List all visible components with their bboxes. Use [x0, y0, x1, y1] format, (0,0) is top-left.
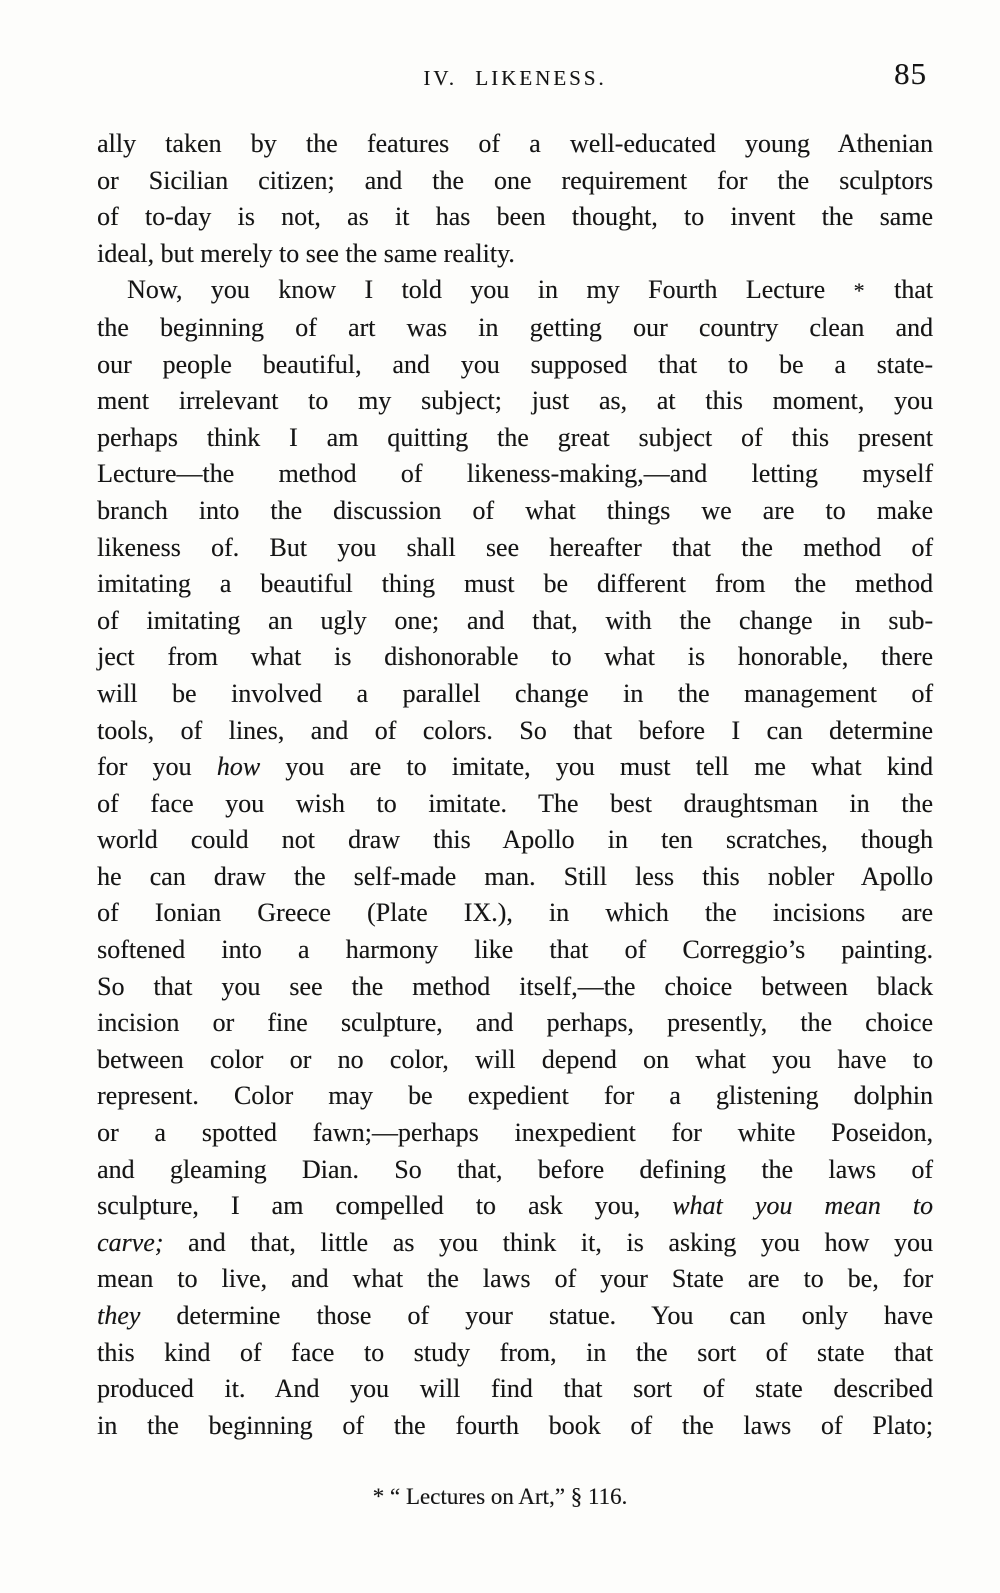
text-line — [97, 1371, 933, 1408]
text-segment: of imitating an ugly one; and that, with the change in sub- — [97, 605, 933, 635]
text-line — [97, 676, 933, 713]
text-segment: incision or fine sculpture, and perhaps, presently, the choice — [97, 1008, 933, 1038]
text-line — [97, 822, 933, 859]
text-segment: sculpture, I am compelled to ask you, — [97, 1191, 673, 1221]
text-segment: how — [216, 752, 261, 782]
text-line — [97, 603, 933, 640]
text-segment: Now, you know I told you in my Fourth Lecture — [127, 275, 854, 305]
text-line — [97, 1188, 933, 1225]
text-segment: our people beautiful, and you supposed that to be a state- — [97, 349, 933, 379]
text-line — [97, 1225, 933, 1262]
text-line — [97, 566, 933, 603]
text-line — [97, 530, 933, 567]
text-segment: So that you see the method itself,—the choice between black — [97, 971, 933, 1001]
text-line — [97, 1078, 933, 1115]
text-line — [97, 639, 933, 676]
text-line — [97, 1298, 933, 1335]
text-line — [97, 895, 933, 932]
text-segment: branch into the discussion of what things we are to make — [97, 495, 933, 525]
text-line — [97, 1408, 933, 1445]
text-line — [97, 236, 933, 273]
text-line — [97, 1335, 933, 1372]
text-segment: of face you wish to imitate. The best draughtsman in the — [97, 788, 933, 818]
text-segment: or Sicilian citizen; and the one requirement for the sculptors — [97, 165, 933, 195]
text-segment: ject from what is dishonorable to what is honorable, there — [97, 642, 933, 672]
text-segment: carve; — [97, 1227, 164, 1257]
text-line — [97, 310, 933, 347]
text-segment: ally taken by the features of a well-educated young Athenian — [97, 129, 933, 158]
text-line — [97, 1115, 933, 1152]
text-line — [97, 456, 933, 493]
text-segment: Lecture—the method of likeness-making,—and letting myself — [97, 459, 933, 489]
text-segment: ideal, but merely to see the same reality. — [97, 238, 515, 268]
running-title: IV. LIKENESS. — [423, 66, 607, 90]
text-line — [97, 1261, 933, 1298]
text-segment: that — [865, 275, 933, 305]
text-segment: between color or no color, will depend on what you have to — [97, 1044, 933, 1074]
text-segment: mean to live, and what the laws of your State are to be, for — [97, 1264, 933, 1294]
text-segment: ment irrelevant to my subject; just as, at this moment, you — [97, 386, 933, 416]
text-line — [97, 859, 933, 896]
text-segment: will be involved a parallel change in the management of — [97, 678, 933, 708]
text-line — [97, 272, 933, 310]
text-segment: represent. Color may be expedient for a glistening dolphin — [97, 1081, 933, 1111]
text-line — [97, 126, 933, 163]
text-line — [97, 969, 933, 1006]
text-segment: this kind of face to study from, in the sort of state that — [97, 1337, 933, 1367]
text-line — [97, 786, 933, 823]
footnote — [0, 1484, 1000, 1510]
text-segment: and that, little as you think it, is asking you how you — [163, 1227, 933, 1257]
text-segment: determine those of your statue. You can only have — [140, 1301, 933, 1330]
text-line — [97, 1042, 933, 1079]
text-segment: what you mean to — [672, 1191, 933, 1221]
text-segment: he can draw the self-made man. Still less this nobler Apollo — [97, 861, 933, 891]
footnote-text: * “ Lectures on Art,” § 116. — [372, 1484, 628, 1509]
text-segment: world could not draw this Apollo in ten scratches, though — [97, 825, 933, 855]
text-segment: likeness of. But you shall see hereafter that the method of — [97, 532, 933, 562]
text-line — [97, 932, 933, 969]
text-segment: you are to imitate, you must tell me what kind — [260, 752, 933, 782]
text-segment: for you — [97, 752, 217, 782]
footnote-marker: * — [853, 278, 866, 304]
text-segment: perhaps think I am quitting the great subject of this present — [97, 422, 933, 452]
text-segment: the beginning of art was in getting our country clean and — [97, 312, 933, 342]
text-segment: tools, of lines, and of colors. So that before I can determine — [97, 715, 933, 745]
text-block — [97, 126, 933, 1444]
text-segment: and gleaming Dian. So that, before defining the laws of — [97, 1154, 933, 1184]
text-segment: of Ionian Greece (Plate IX.), in which the incisions are — [97, 898, 933, 928]
text-segment: they — [97, 1301, 141, 1330]
text-line — [97, 420, 933, 457]
text-segment: softened into a harmony like that of Correggio’s painting. — [97, 935, 933, 965]
text-line — [97, 383, 933, 420]
text-line — [97, 749, 933, 786]
text-line — [97, 199, 933, 236]
text-line — [97, 347, 933, 384]
text-line — [97, 493, 933, 530]
text-line — [97, 163, 933, 200]
text-segment: or a spotted fawn;—perhaps inexpedient for white Poseidon, — [97, 1118, 933, 1148]
text-segment: imitating a beautiful thing must be different from the method — [97, 569, 933, 599]
text-segment: produced it. And you will find that sort of state described — [97, 1374, 933, 1404]
text-line — [97, 1152, 933, 1189]
text-line — [97, 713, 933, 750]
text-segment: of to-day is not, as it has been thought, to invent the same — [97, 202, 933, 232]
page-header — [97, 56, 933, 100]
page-number: 85 — [894, 56, 927, 91]
text-line — [97, 1005, 933, 1042]
text-segment: in the beginning of the fourth book of the laws of Plato; — [97, 1410, 933, 1440]
